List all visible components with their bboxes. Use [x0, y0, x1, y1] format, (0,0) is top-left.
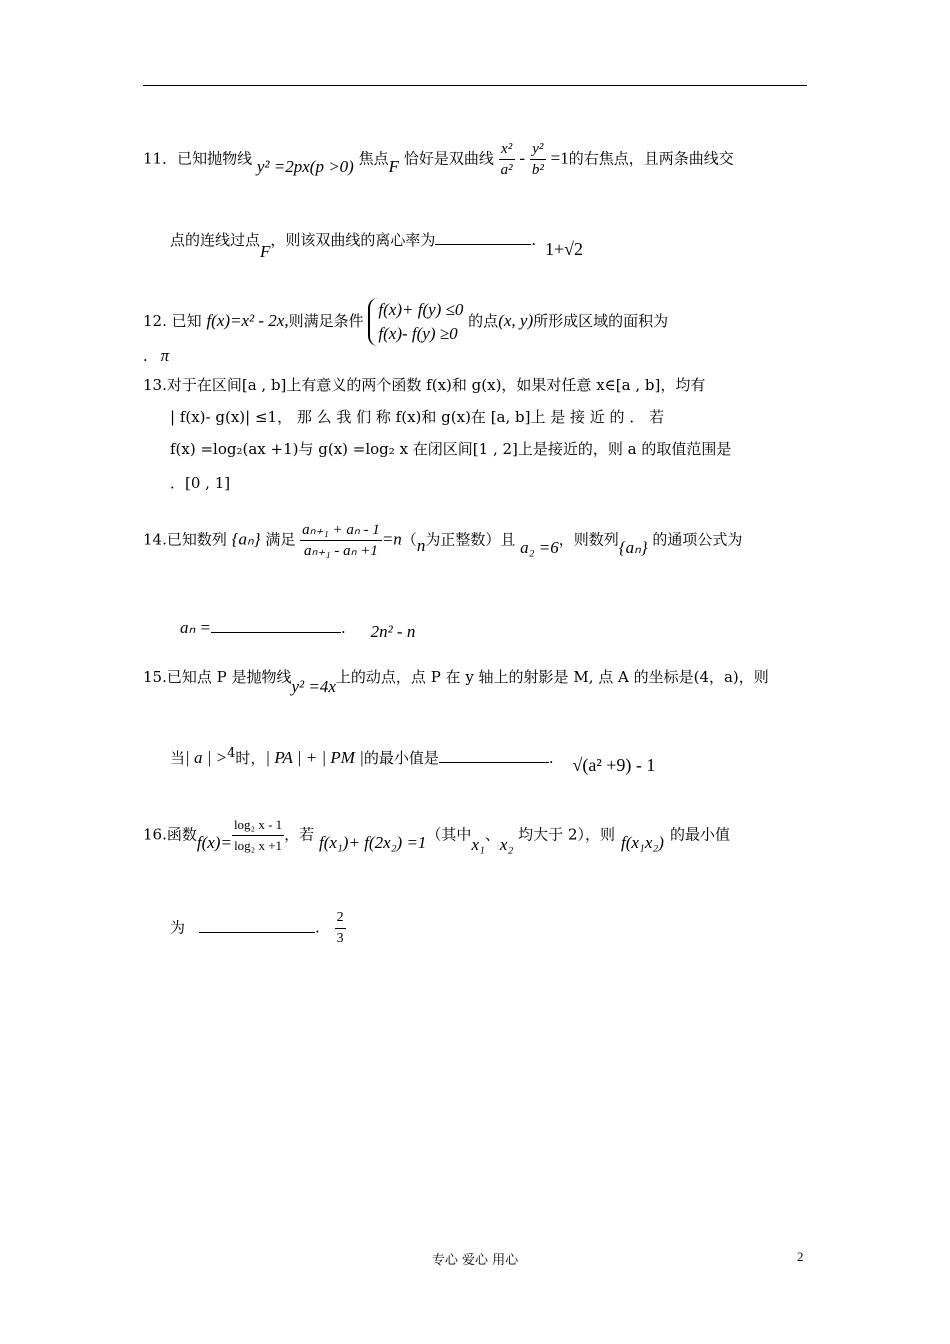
- q16-fraction: $\frac{\text{log₂ x - 1}}{\text{log₂ x +1}}$: [233, 817, 283, 853]
- q15-condition: | a | >: [185, 748, 228, 767]
- q15-text: 已知点 P 是抛物线: [166, 668, 292, 686]
- q12-line2: [143, 345, 169, 367]
- q12-system: [368, 298, 463, 346]
- q14-answer-blank: [211, 632, 341, 633]
- q13-line1: [143, 374, 705, 396]
- q16-answer: $\frac{2}{3}$: [336, 910, 344, 946]
- q11-fraction-x: $\frac{\text{x²}}{\text{a²}}$: [500, 141, 513, 178]
- q11-text-end: 的右焦点，且两条曲线交: [568, 149, 734, 168]
- q13-text-2: | f(x)- g(x)| ≤1， 那 么 我 们 称 f(x)和 g(x)在 [a, b]上 是 接 近 的 ． 若: [170, 408, 665, 426]
- q14-text-satisfies: 满足: [265, 530, 296, 549]
- q15-four: 4: [227, 746, 236, 761]
- q16-text-if: ，若: [284, 825, 315, 844]
- page-number: 2: [797, 1249, 804, 1264]
- q12-answer: π: [160, 346, 170, 365]
- q11-line2: [170, 228, 584, 261]
- q11-equals-one: =1: [550, 148, 569, 168]
- q16-function: f(x)=: [196, 832, 232, 852]
- q12-number: 12.: [143, 312, 167, 330]
- q11-line1: [143, 139, 734, 180]
- q11-number: 11．: [143, 149, 178, 168]
- q16-text-greater: 均大于 2），则: [518, 825, 615, 844]
- page-footer: 专心 爱心 用心: [431, 1253, 519, 1268]
- q12-text-condition: 则满足条件: [288, 312, 364, 330]
- q14-sequence: {aₙ}: [231, 529, 261, 549]
- q12-text-point: 的点: [468, 312, 499, 330]
- q14-text-positive: 为正整数）且: [425, 530, 516, 549]
- q14-text: 已知数列: [166, 530, 227, 549]
- q11-focus-symbol-2: F: [260, 242, 271, 261]
- q16-number: 16.: [143, 825, 167, 844]
- q13-line3: [170, 438, 731, 460]
- q12-period: .: [143, 347, 148, 365]
- q14-line2: [170, 617, 415, 639]
- q12-line1: [143, 298, 668, 346]
- q11-text-focus: 焦点: [358, 149, 389, 168]
- q16-x2: x₂: [499, 834, 514, 854]
- q15-text-comma: 时，: [235, 749, 266, 767]
- q13-text-1: 对于在区间[a , b]上有意义的两个函数 f(x)和 g(x)，如果对任意 x∈[a , b]，均有: [166, 376, 706, 394]
- q16-line1: [143, 815, 730, 856]
- q14-fraction: $\frac{\text{aₙ₊₁ + aₙ - 1}}{\text{aₙ₊₁ - aₙ +1}}$: [302, 522, 380, 559]
- q14-period: .: [341, 619, 346, 637]
- q11-text-line2: 点的连线过点: [170, 231, 261, 249]
- q15-text-min: 的最小值是: [363, 749, 439, 767]
- q11-eccentricity-text: ，则该双曲线的离心率为: [270, 231, 436, 249]
- q14-text-seq: ，则数列: [558, 530, 619, 549]
- q12-condition-2: f(x)- f(y) ≥0: [378, 324, 458, 343]
- q11-focus-symbol: F: [388, 156, 400, 176]
- q16-line2: [170, 908, 346, 949]
- q11-text-hyperbola: 恰好是双曲线: [403, 149, 494, 168]
- q14-a2: a₂ =6: [520, 537, 559, 557]
- q14-sequence-2: {aₙ}: [618, 537, 648, 557]
- q14-number: 14.: [143, 530, 167, 549]
- q13-answer: ．[0 , 1]: [170, 474, 231, 492]
- q13-text-3: f(x) =log₂(ax +1)与 g(x) =log₂ x 在闭区间[1 , 2]上是接近的，则 a 的取值范围是: [170, 440, 732, 458]
- q16-period: .: [315, 918, 320, 937]
- q12-text-area: 所形成区域的面积为: [533, 312, 669, 330]
- q11-fraction-y: $\frac{\text{y²}}{\text{b²}}$: [531, 141, 544, 178]
- q14-equals-n: =n: [381, 529, 402, 549]
- q16-text: 函数: [166, 825, 197, 844]
- q15-number: 15.: [143, 668, 167, 686]
- q14-text-formula: 的通项公式为: [652, 530, 743, 549]
- q15-answer-blank: [439, 762, 549, 763]
- q16-separator: 、: [484, 825, 500, 844]
- q16-text-where: （其中: [426, 825, 472, 844]
- q11-answer-blank: [435, 244, 531, 245]
- q14-line1: [143, 520, 742, 561]
- q12-point: (x, y): [498, 311, 534, 330]
- q13-line4: [170, 472, 230, 494]
- q15-answer: √(a² +9) - 1: [572, 755, 656, 775]
- q15-line1: [143, 666, 769, 696]
- q14-answer: 2n² - n: [370, 622, 416, 641]
- q12-text: 已知: [171, 312, 202, 330]
- q15-text-2: 上的动点，点 P 在 y 轴上的射影是 M, 点 A 的坐标是(4，a)，则: [335, 668, 769, 686]
- q12-condition-1: f(x)+ f(y) ≤0: [378, 300, 464, 319]
- q11-answer: 1+√2: [544, 239, 584, 259]
- q16-answer-blank: [199, 932, 315, 933]
- header-rule: [143, 85, 807, 86]
- q15-expression: | PA | + | PM |: [265, 748, 364, 767]
- q16-target: f(x₁x₂): [620, 832, 664, 852]
- q16-x1: x₁: [471, 834, 485, 854]
- q15-parabola: y² =4x: [291, 677, 336, 696]
- q15-text-when: 当: [170, 749, 186, 767]
- q14-n: n: [416, 535, 426, 555]
- q16-text-min: 的最小值: [669, 825, 730, 844]
- q14-paren: （: [401, 530, 417, 549]
- q14-an: aₙ =: [180, 618, 211, 637]
- q13-number: 13.: [143, 376, 167, 394]
- q11-parabola: y² =2px(p >0): [256, 156, 354, 176]
- q11-text: 已知抛物线: [177, 149, 253, 168]
- q16-condition: f(x₁)+ f(2x₂) =1: [318, 832, 427, 852]
- q15-line2: [170, 746, 656, 775]
- q11-minus: -: [519, 148, 526, 168]
- q11-period: .: [531, 231, 537, 249]
- q16-text-is: 为: [170, 918, 186, 937]
- q15-period: .: [548, 749, 554, 767]
- q13-line2: [170, 406, 664, 428]
- q12-function: f(x)=x² - 2x,: [206, 311, 289, 330]
